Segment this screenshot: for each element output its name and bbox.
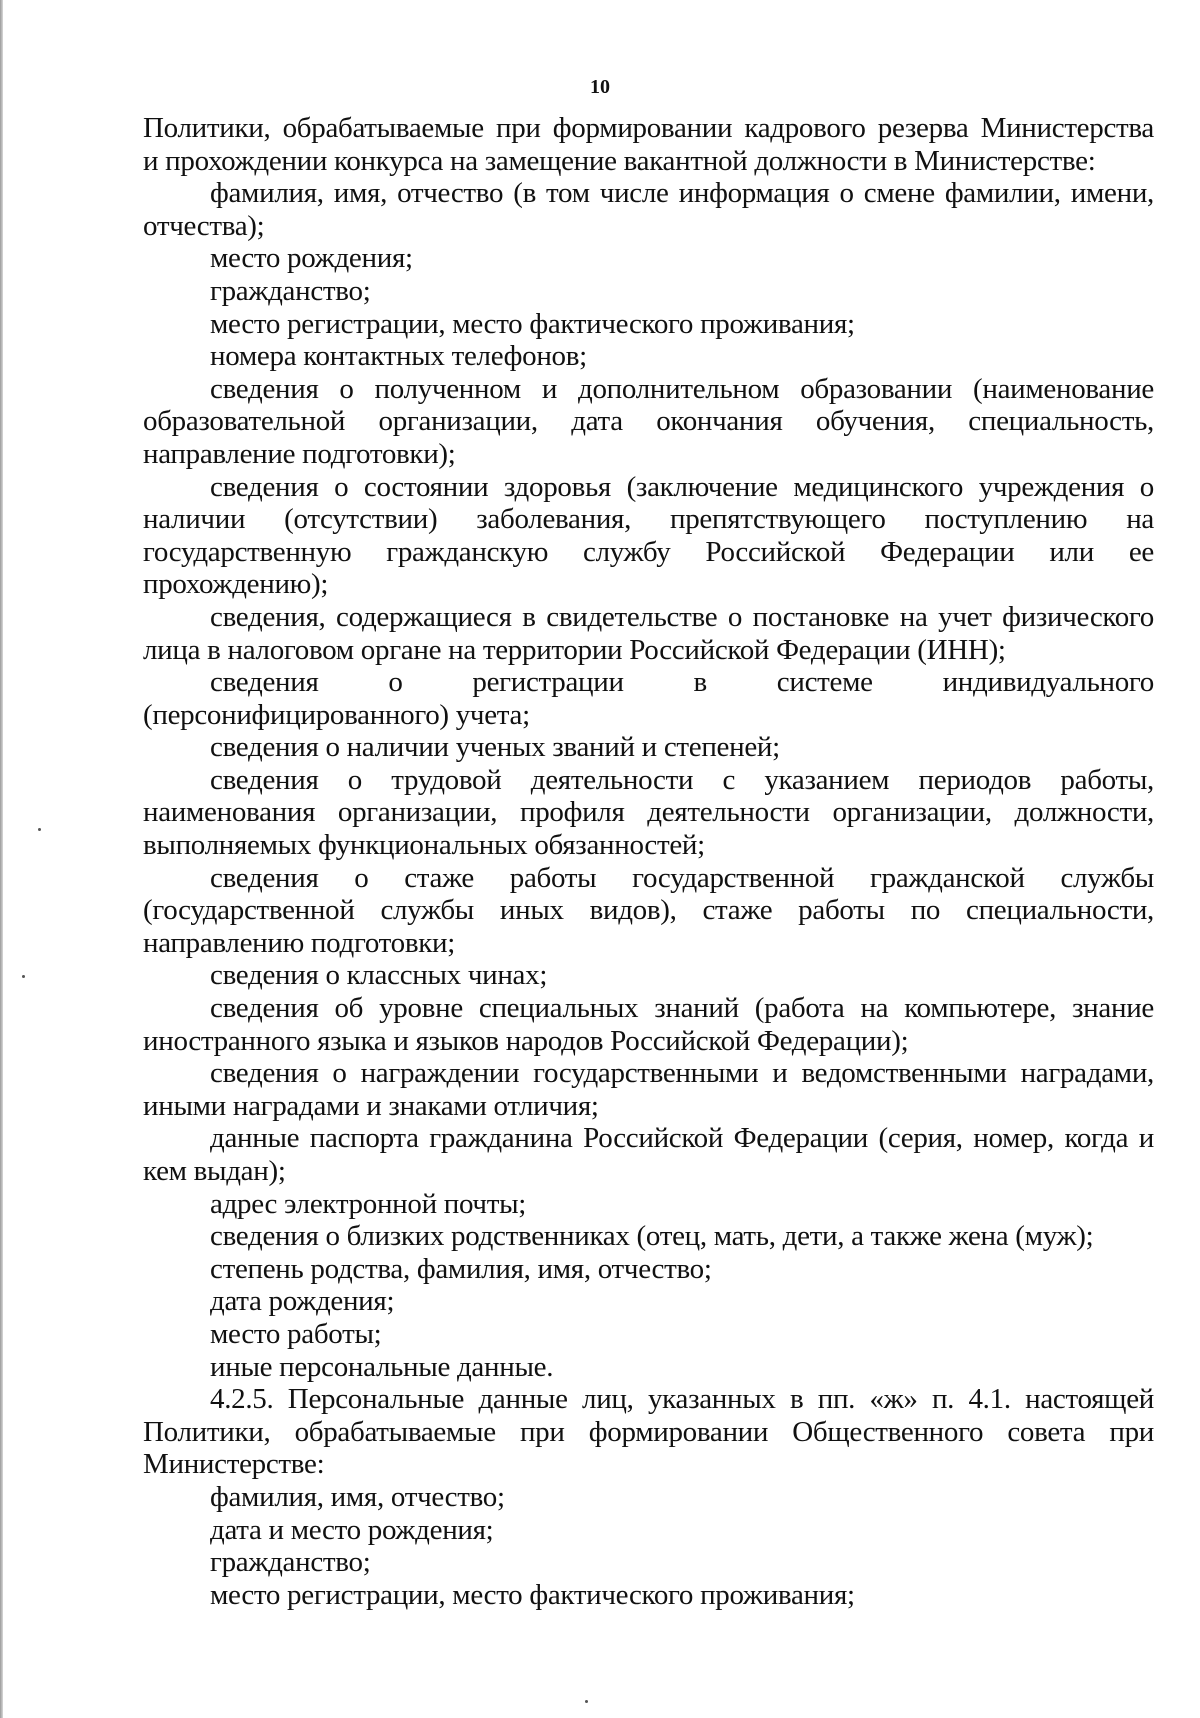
text-line: место регистрации, место фактического проживания; [210, 307, 855, 340]
page-number: 10 [590, 76, 610, 98]
text-line: направлению подготовки; [143, 926, 455, 959]
text-line: Политики, обрабатываемые при формировании Общественного совета при [143, 1415, 1154, 1448]
text-line: сведения о регистрации в системе индивидуального [210, 666, 1154, 699]
text-line: место рождения; [210, 242, 413, 275]
text-line: сведения о награждении государственными и ведомственными наградами, [210, 1057, 1154, 1090]
text-line: кем выдан); [143, 1155, 286, 1187]
text-line: место работы; [210, 1317, 382, 1350]
text-line: иные персональные данные. [210, 1350, 554, 1383]
text-line: дата и место рождения; [210, 1513, 494, 1546]
text-line: сведения о стаже работы государственной гражданской службы [210, 861, 1154, 894]
text-line: степень родства, фамилия, имя, отчество; [210, 1252, 712, 1285]
text-line: фамилия, имя, отчество; [210, 1480, 505, 1513]
text-line: данные паспорта гражданина Российской Федерации (серия, номер, когда и [210, 1122, 1154, 1155]
text-line: Политики, обрабатываемые при формировании кадрового резерва Министерства [143, 112, 1154, 144]
text-line: наличии (отсутствии) заболевания, препятствующего поступлению на [143, 503, 1154, 536]
text-line: сведения о полученном и дополнительном образовании (наименование [210, 372, 1154, 405]
text-line: фамилия, имя, отчество (в том числе информация о смене фамилии, имени, [210, 177, 1154, 210]
text-line: сведения о наличии ученых званий и степеней; [210, 731, 780, 764]
text-line: номера контактных телефонов; [210, 340, 587, 373]
text-line: иными наградами и знаками отличия; [143, 1089, 599, 1122]
text-line: сведения, содержащиеся в свидетельстве о постановке на учет физического [210, 600, 1154, 633]
text-line: выполняемых функциональных обязанностей; [143, 829, 705, 862]
scan-speck [585, 1700, 588, 1703]
text-line: место регистрации, место фактического проживания; [210, 1578, 855, 1611]
scan-edge [0, 0, 3, 1718]
text-line: сведения об уровне специальных знаний (работа на компьютере, знание [210, 992, 1154, 1025]
text-line: сведения о трудовой деятельности с указанием периодов работы, [210, 763, 1154, 796]
text-line: образовательной организации, дата окончания обучения, специальность, [143, 405, 1154, 438]
text-line: (государственной службы иных видов), стаже работы по специальности, [143, 894, 1154, 927]
text-line: и прохождении конкурса на замещение вакантной должности в Министерстве: [143, 144, 1096, 177]
scan-speck [22, 975, 25, 978]
text-line: сведения о состоянии здоровья (заключение медицинского учреждения о [210, 470, 1154, 503]
text-line: Министерстве: [143, 1448, 325, 1481]
text-line: гражданство; [210, 1546, 371, 1579]
text-line: иностранного языка и языков народов Российской Федерации); [143, 1024, 909, 1057]
text-line: прохождению); [143, 568, 329, 601]
text-line: сведения о классных чинах; [210, 959, 548, 992]
text-line: лица в налоговом органе на территории Российской Федерации (ИНН); [143, 633, 1006, 666]
document-body [143, 112, 1154, 1611]
text-line: дата рождения; [210, 1285, 395, 1318]
text-line: сведения о близких родственниках (отец, мать, дети, а также жена (муж); [210, 1220, 1094, 1253]
text-line: 4.2.5. Персональные данные лиц, указанных в пп. «ж» п. 4.1. настоящей [210, 1383, 1154, 1416]
scan-speck [38, 828, 41, 831]
text-line: направление подготовки); [143, 437, 456, 470]
text-line: гражданство; [210, 274, 371, 307]
text-line: государственную гражданскую службу Российской Федерации или ее [143, 535, 1154, 568]
text-line: отчества); [143, 209, 265, 242]
text-line: наименования организации, профиля деятельности организации, должности, [143, 796, 1154, 829]
text-line: (персонифицированного) учета; [143, 698, 530, 731]
text-line: адрес электронной почты; [210, 1187, 527, 1220]
